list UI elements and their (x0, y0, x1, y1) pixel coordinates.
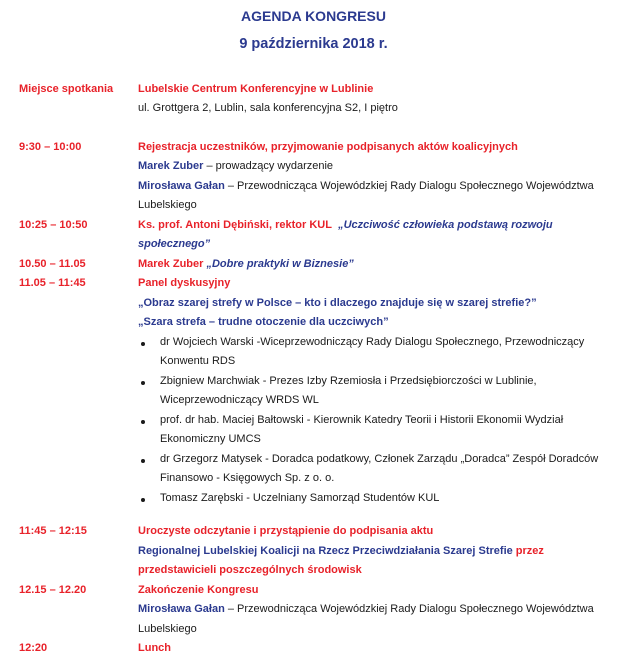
agenda-title: AGENDA KONGRESU (241, 8, 386, 24)
panelist-text-cont: Konwentu RDS (160, 355, 236, 367)
person-role-cont: Lubelskiego (138, 623, 197, 635)
item-time: 12:20 (19, 642, 48, 654)
person-role-cont: Lubelskiego (138, 199, 197, 211)
item-time: 10:25 – 10:50 (19, 219, 88, 231)
item-time: 11.05 – 11:45 (19, 277, 86, 289)
item-title: Panel dyskusyjny (138, 277, 231, 289)
venue-address-row (0, 102, 627, 120)
person-name: Mirosława Gałan (138, 180, 225, 192)
bullet-icon (141, 381, 145, 385)
person-name: Marek Zuber (138, 160, 204, 172)
item-title: Lunch (138, 642, 171, 654)
item-title: Uroczyste odczytanie i przystąpienie do podpisania aktu (138, 525, 434, 537)
agenda-item-business-talk (0, 258, 627, 276)
panel-topic: „Obraz szarej strefy w Polsce – kto i dlaczego znajduje się w szarej strefie?” (138, 297, 537, 309)
person-name: Mirosława Gałan (138, 603, 225, 615)
person-role: – Przewodnicząca Wojewódzkiej Rady Dialogu Społecznego Województwa (224, 180, 594, 192)
speaker-name: Marek Zuber (138, 258, 204, 270)
talk-title: „Dobre praktyki w Biznesie” (206, 258, 354, 270)
panel-topic: „Szara strefa – trudne otoczenie dla uczciwych” (138, 316, 389, 328)
speaker-name: Ks. prof. Antoni Dębiński, rektor KUL (138, 219, 332, 231)
venue-name: Lubelskie Centrum Konferencyjne w Lublinie (138, 83, 374, 95)
panelist-item (0, 492, 627, 510)
panelist-text: prof. dr hab. Maciej Bałtowski - Kierownik Katedry Teorii i Historii Ekonomii Wydział (160, 414, 564, 426)
host-row (0, 160, 627, 178)
panelist-item (0, 453, 627, 471)
panelist-text-cont: Finansowo - Księgowych Sp. z o. o. (160, 472, 335, 484)
signing-by: przez (512, 545, 544, 557)
agenda-item-panel (0, 277, 627, 295)
panelist-item-cont (0, 355, 627, 373)
bullet-icon (141, 498, 145, 502)
item-time: 9:30 – 10:00 (19, 141, 82, 153)
item-time: 12.15 – 12.20 (19, 584, 87, 596)
bullet-icon (141, 342, 145, 346)
panelist-item-cont (0, 394, 627, 412)
venue-label: Miejsce spotkania (19, 83, 114, 95)
panelist-item (0, 336, 627, 354)
agenda-item-closing (0, 584, 627, 602)
signing-detail-row (0, 545, 627, 563)
talk-title: „Uczciwość człowieka podstawą rozwoju (338, 219, 553, 231)
closing-person-row (0, 603, 627, 621)
signing-by-cont: przedstawicieli poszczególnych środowisk (138, 564, 362, 576)
panel-topic-row (0, 316, 627, 334)
agenda-item-registration (0, 141, 627, 159)
panelist-text: Tomasz Zarębski - Uczelniany Samorząd Studentów KUL (160, 492, 440, 504)
coalition-name: Regionalnej Lubelskiej Koalicji na Rzecz Przeciwdziałania Szarej Strefie (138, 545, 513, 557)
panelist-text: dr Wojciech Warski -Wiceprzewodniczący Rady Dialogu Społecznego, Przewodniczący (160, 336, 585, 348)
panel-topic-row (0, 297, 627, 315)
item-title: Rejestracja uczestników, przyjmowanie podpisanych aktów koalicyjnych (138, 141, 518, 153)
bullet-icon (141, 420, 145, 424)
guest-row (0, 180, 627, 198)
venue-row (0, 83, 627, 101)
agenda-item-lunch (0, 642, 627, 660)
signing-detail-cont-row (0, 564, 627, 582)
panelist-item (0, 375, 627, 393)
panelist-text-cont: Ekonomiczny UMCS (160, 433, 261, 445)
panelist-text: dr Grzegorz Matysek - Doradca podatkowy, Członek Zarządu „Doradca” Zespół Doradców (160, 453, 599, 465)
agenda-item-signing (0, 525, 627, 543)
bullet-icon (141, 459, 145, 463)
guest-row-cont (0, 199, 627, 217)
item-time: 10.50 – 11.05 (19, 258, 86, 270)
item-time: 11:45 – 12:15 (19, 525, 87, 537)
agenda-item-rector-talk (0, 219, 627, 237)
agenda-date: 9 października 2018 r. (239, 36, 388, 52)
talk-title-cont-row (0, 238, 627, 256)
panelist-text: Zbigniew Marchwiak - Prezes Izby Rzemiosła i Przedsiębiorczości w Lublinie, (160, 375, 537, 387)
panelist-item-cont (0, 433, 627, 451)
person-role: – Przewodnicząca Wojewódzkiej Rady Dialogu Społecznego Województwa (224, 603, 594, 615)
venue-address: ul. Grottgera 2, Lublin, sala konferencyjna S2, I piętro (138, 102, 398, 114)
person-role: – prowadzący wydarzenie (203, 160, 334, 172)
talk-title-cont: społecznego” (138, 238, 211, 250)
panelist-text-cont: Wiceprzewodniczący WRDS WL (160, 394, 319, 406)
closing-person-cont-row (0, 623, 627, 641)
item-title: Zakończenie Kongresu (138, 584, 259, 596)
panelist-item (0, 414, 627, 432)
panelist-item-cont (0, 472, 627, 490)
